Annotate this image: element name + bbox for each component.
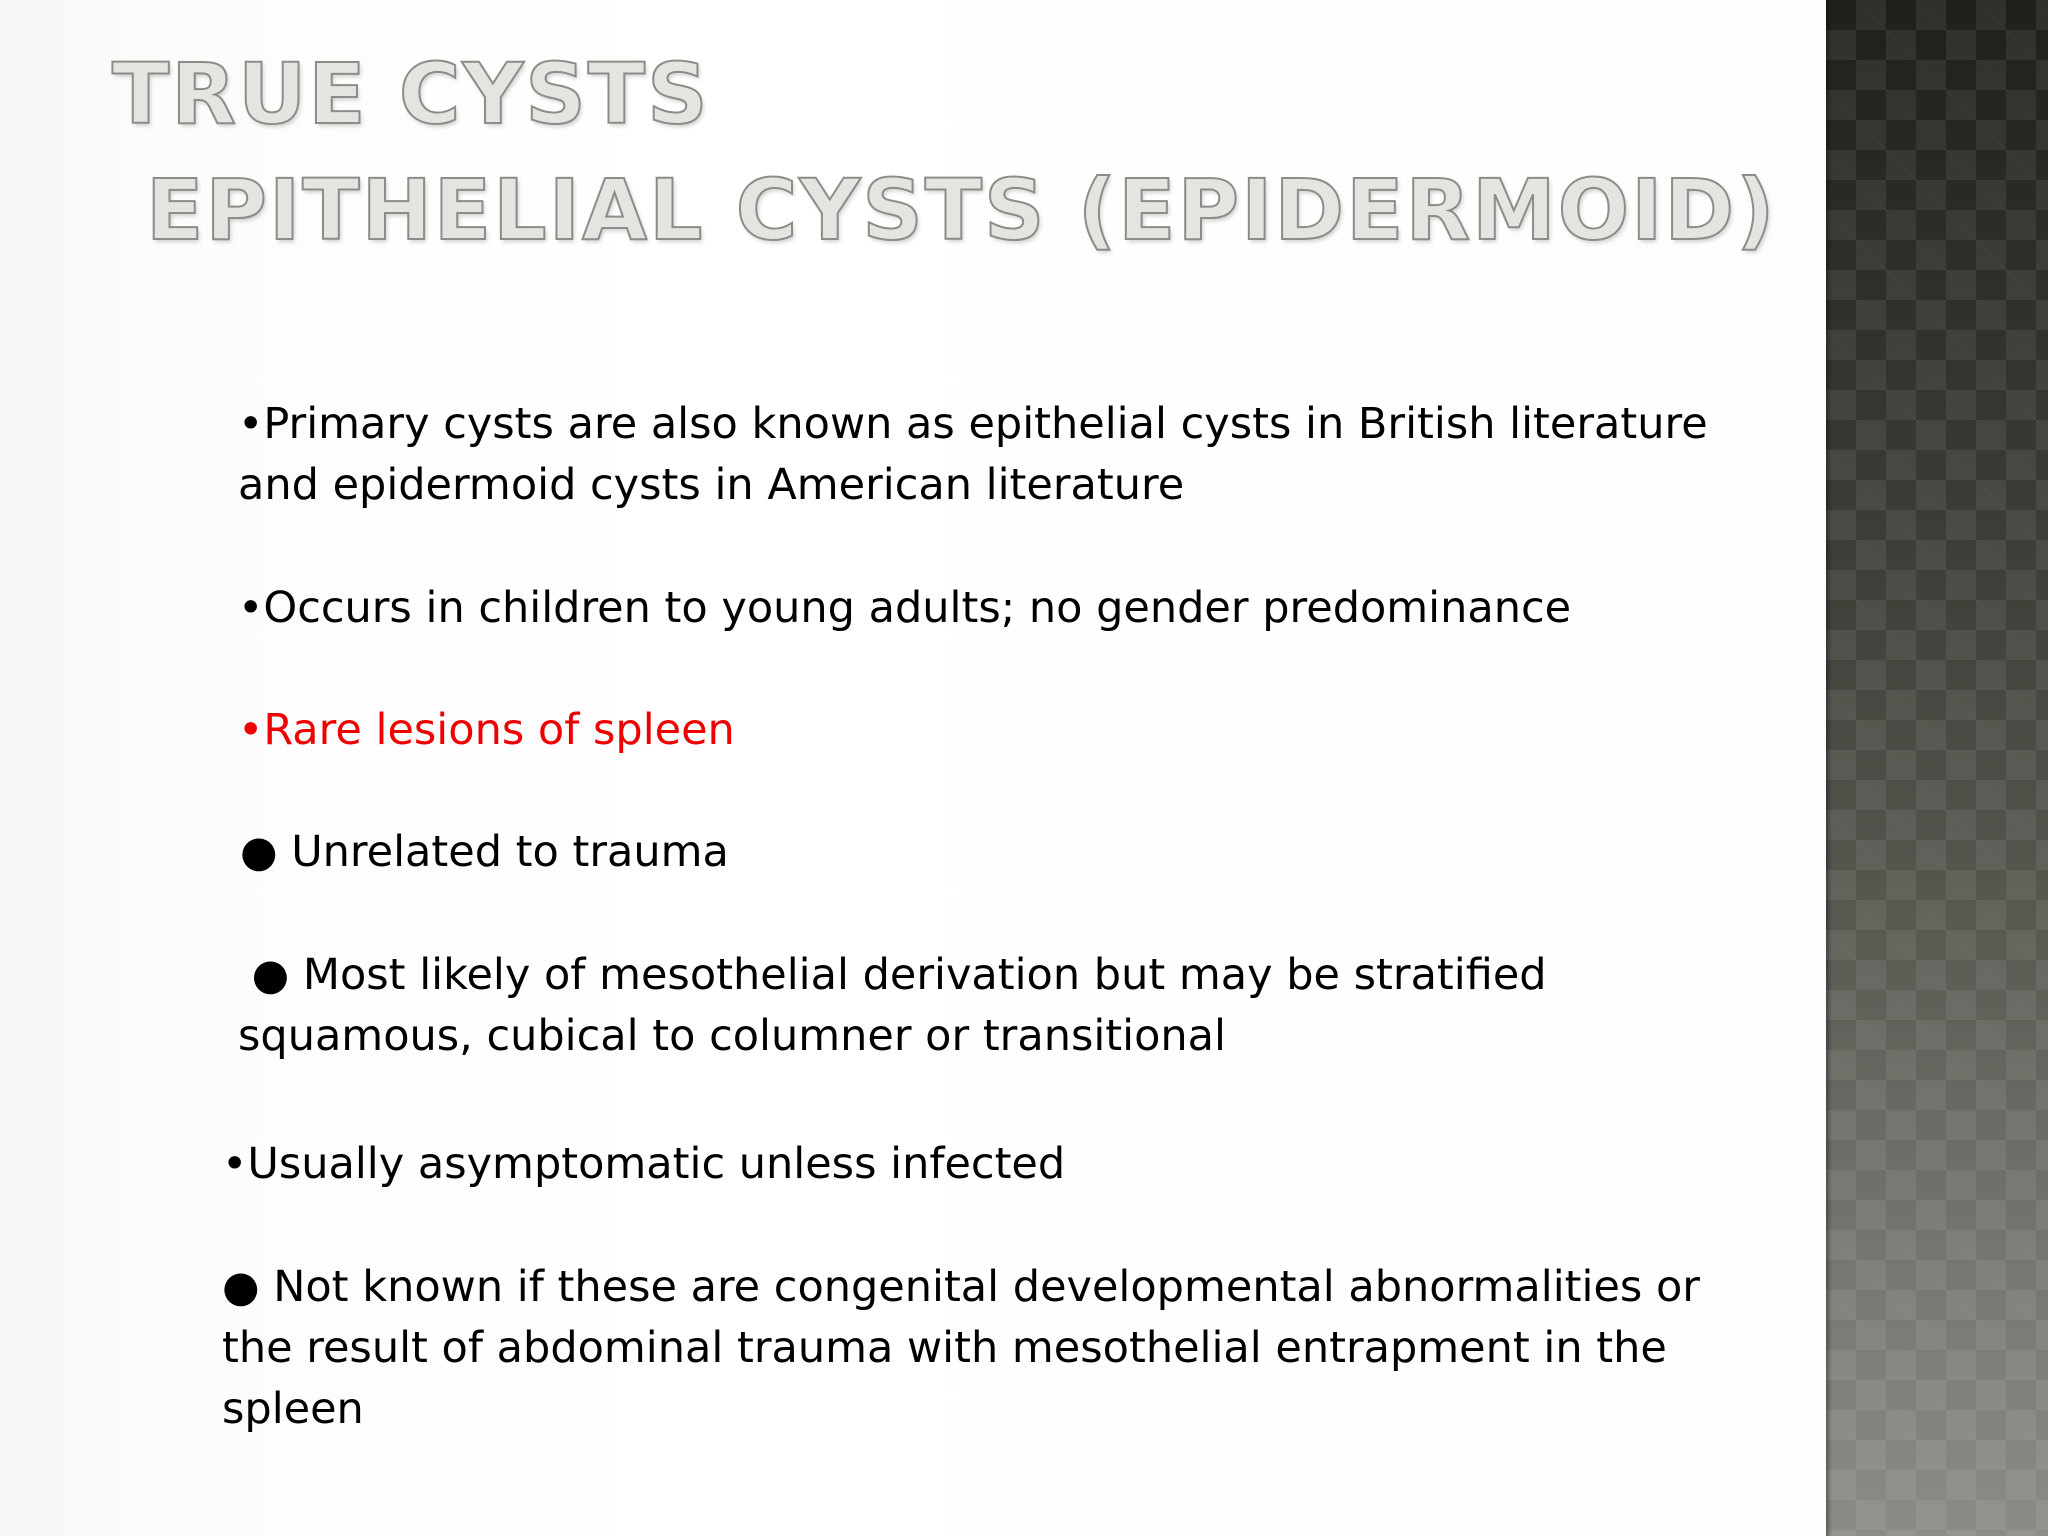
bullet-asymptomatic: •Usually asymptomatic unless infected <box>222 1139 1066 1189</box>
title-line-2: EPITHELIAL CYSTS (EPIDERMOID) <box>146 161 1777 259</box>
bullet-occurrence: •Occurs in children to young adults; no gender predominance <box>238 583 1572 633</box>
bullet-rare-lesions: •Rare lesions of spleen <box>238 705 735 755</box>
title-line-1: TRUE CYSTS <box>112 45 710 143</box>
bullet-unrelated-trauma: ● Unrelated to trauma <box>240 827 729 877</box>
diamond-pattern <box>1826 0 2048 1536</box>
bullet-primary-cysts: •Primary cysts are also known as epithelial cysts in British literature and epidermoid cysts in American literature <box>238 399 1708 510</box>
decorative-side-panel <box>1826 0 2048 1536</box>
bullet-origin-unknown: ● Not known if these are congenital developmental abnormalities or the result of abdominal trauma with mesothelial entrapment in the spleen <box>222 1262 1700 1434</box>
side-panel-edge <box>1826 0 1832 1536</box>
bullet-mesothelial-derivation: ● Most likely of mesothelial derivation but may be stratified squamous, cubical to columner or transitional <box>238 950 1547 1061</box>
